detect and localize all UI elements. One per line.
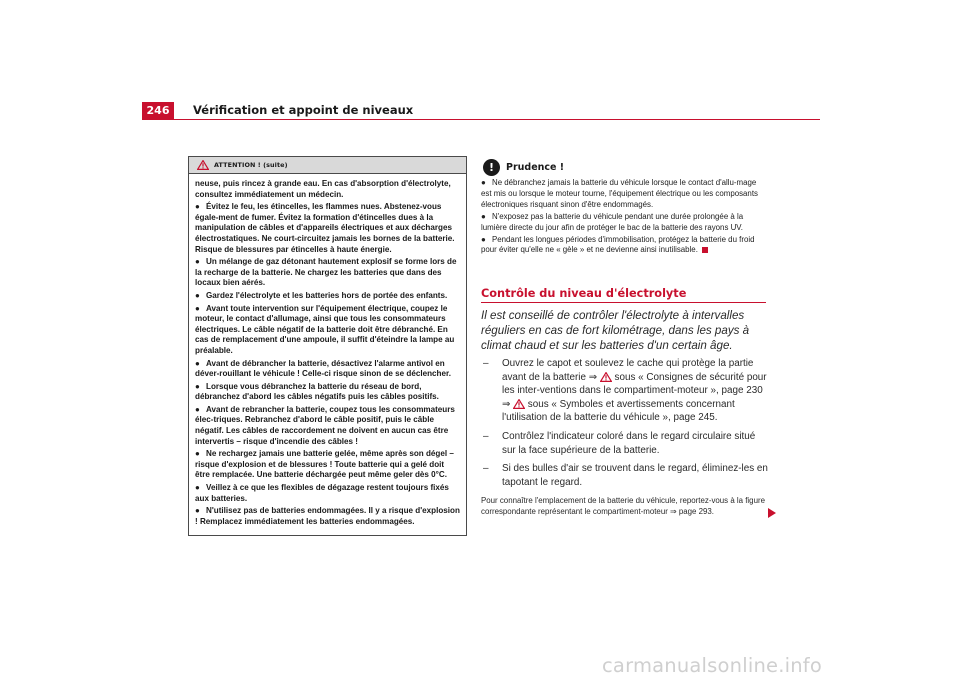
- warning-item: ● Gardez l'électrolyte et les batteries hors de portée des enfants.: [195, 290, 448, 300]
- reference-arrow[interactable]: ⇒: [670, 507, 677, 516]
- warning-item: ● Un mélange de gaz détonant hautement explosif se forme lors de la recharge de la batterie. Ne chargez les batteries que dans des locaux bien aérés.: [195, 257, 457, 288]
- bullet-icon: ●: [481, 211, 486, 221]
- bullet-icon: ●: [195, 381, 200, 391]
- warning-lead: neuse, puis rincez à grande eau. En cas d'absorption d'électrolyte, consultez immédiatement un médecin.: [195, 179, 451, 199]
- step-text: Contrôlez l'indicateur coloré dans le regard circulaire situé sur la face supérieure de la batterie.: [502, 430, 756, 456]
- warning-item: ● Avant toute intervention sur l'équipement électrique, coupez le moteur, le contact d'allumage, ainsi que tous les consommateurs électriques. Le câble négatif de la batterie doit être débranché. En cas de remplacement d'une ampoule, il suffit d'éteindre la lampe au préalable.: [195, 303, 455, 355]
- warning-item: ● Évitez le feu, les étincelles, les flammes nues. Abstenez-vous égale-ment de fumer. Évitez la formation d'étincelles dues à la manipulation de câbles et d'appareils électriques et aux décharges électrostatiques. Ne court-circuitez jamais les bornes de la batterie. Risque de blessures par étincelles à haute énergie.: [195, 202, 455, 254]
- warning-item: ● Ne rechargez jamais une batterie gelée, même après son dégel – risque d'explosion et de blessures ! Toute batterie qui a gelé doit être remplacée. Une batterie déchargée peut même geler dès 0°C.: [195, 449, 454, 480]
- caution-item: ● N'exposez pas la batterie du véhicule pendant une durée prolongée à la lumière directe du jour afin de protéger le bac de la batterie des rayons UV.: [481, 211, 744, 232]
- warning-triangle-icon: [513, 399, 525, 409]
- section-intro: Il est conseillé de contrôler l'électrolyte à intervalles réguliers en cas de fort kilométrage, dans les pays à climat chaud et sur les batteries d'un certain âge.: [481, 309, 750, 352]
- caution-body: [481, 178, 766, 256]
- reference-arrow[interactable]: ⇒: [588, 371, 598, 383]
- section-rule: [481, 302, 766, 303]
- warning-heading: ATTENTION ! (suite): [214, 161, 288, 169]
- continue-arrow-icon: [768, 508, 776, 518]
- step-item: [481, 430, 769, 457]
- location-note: Pour connaître l'emplacement de la batterie du véhicule, reportez-vous à la figure correspondante représentant le compartiment-moteur ⇒ page 293.: [481, 496, 765, 516]
- steps-list: [481, 357, 769, 494]
- bullet-icon: ●: [195, 404, 200, 414]
- warning-body: [189, 174, 466, 527]
- caution-item: ● Ne débranchez jamais la batterie du véhicule lorsque le contact d'allu-mage est mis ou lorsque le moteur tourne, l'équipement électrique ou les composants électroniques risquant sinon d'être endommagés.: [481, 178, 758, 209]
- step-text: Si des bulles d'air se trouvent dans le regard, éliminez-les en tapotant le regard.: [502, 463, 768, 488]
- watermark: carmanualsonline.info: [602, 654, 822, 677]
- bullet-icon: ●: [481, 178, 486, 187]
- bullet-icon: ●: [195, 257, 200, 267]
- exclamation-circle-icon: !: [483, 159, 500, 176]
- warning-item: ● Veillez à ce que les flexibles de dégazage restent toujours fixés aux batteries.: [195, 483, 449, 503]
- page-number: 246: [142, 102, 174, 119]
- warning-triangle-icon: [600, 372, 612, 382]
- step-text: Ouvrez le capot et soulevez le cache qui protège la partie avant de la batterie ⇒ sous « Consignes de sécurité pour les inter-ventions dans le compartiment-moteur », page 230 ⇒ sous « Symboles et avertissements concernant l'utilisation de la batterie du véhicule », page 245.: [502, 358, 767, 424]
- warning-header: [189, 157, 466, 174]
- bullet-icon: ●: [195, 358, 200, 368]
- bullet-icon: ●: [195, 202, 200, 212]
- bullet-icon: ●: [195, 290, 200, 300]
- step-item: [481, 462, 769, 489]
- warning-item: ● N'utilisez pas de batteries endommagées. Il y a risque d'explosion ! Remplacez immédiatement les batteries endommagées.: [195, 506, 460, 526]
- bullet-icon: ●: [195, 483, 200, 493]
- bullet-icon: ●: [195, 449, 200, 459]
- step-dash: –: [483, 358, 489, 369]
- warning-box: [188, 156, 467, 536]
- step-item: [481, 357, 769, 425]
- caution-heading: Prudence !: [506, 161, 565, 173]
- warning-triangle-icon: [197, 160, 209, 170]
- warning-item: ● Lorsque vous débranchez la batterie du réseau de bord, débranchez d'abord les câbles négatifs puis les câbles positifs.: [195, 381, 439, 402]
- header-rule: [142, 119, 820, 120]
- step-dash: –: [483, 430, 489, 442]
- step-dash: –: [483, 463, 489, 475]
- warning-item: ● Avant de rebrancher la batterie, coupez tous les consommateurs élec-triques. Rebranchez d'abord le câble positif, puis le câble négatif. Les câbles de raccordement ne doivent en aucun cas être intervertis – risque d'incendie des câbles !: [195, 404, 455, 446]
- bullet-icon: ●: [481, 234, 486, 244]
- warning-item: ● Avant de débrancher la batterie, désactivez l'alarme antivol en déver-rouillant le véhicule ! Celle-ci risque sinon de se déclencher.: [195, 358, 451, 379]
- caution-header: [481, 156, 766, 178]
- bullet-icon: ●: [195, 303, 200, 313]
- page-title: Vérification et appoint de niveaux: [193, 103, 414, 117]
- bullet-icon: ●: [195, 506, 200, 516]
- reference-arrow[interactable]: ⇒: [502, 398, 511, 410]
- end-marker-icon: [702, 247, 708, 253]
- section-title: Contrôle du niveau d'électrolyte: [481, 287, 687, 300]
- caution-item: ● Pendant les longues périodes d'immobilisation, protégez la batterie du froid pour éviter qu'elle ne « gèle » et ne devienne ainsi inutilisable.: [481, 234, 755, 255]
- caution-block: [481, 156, 766, 257]
